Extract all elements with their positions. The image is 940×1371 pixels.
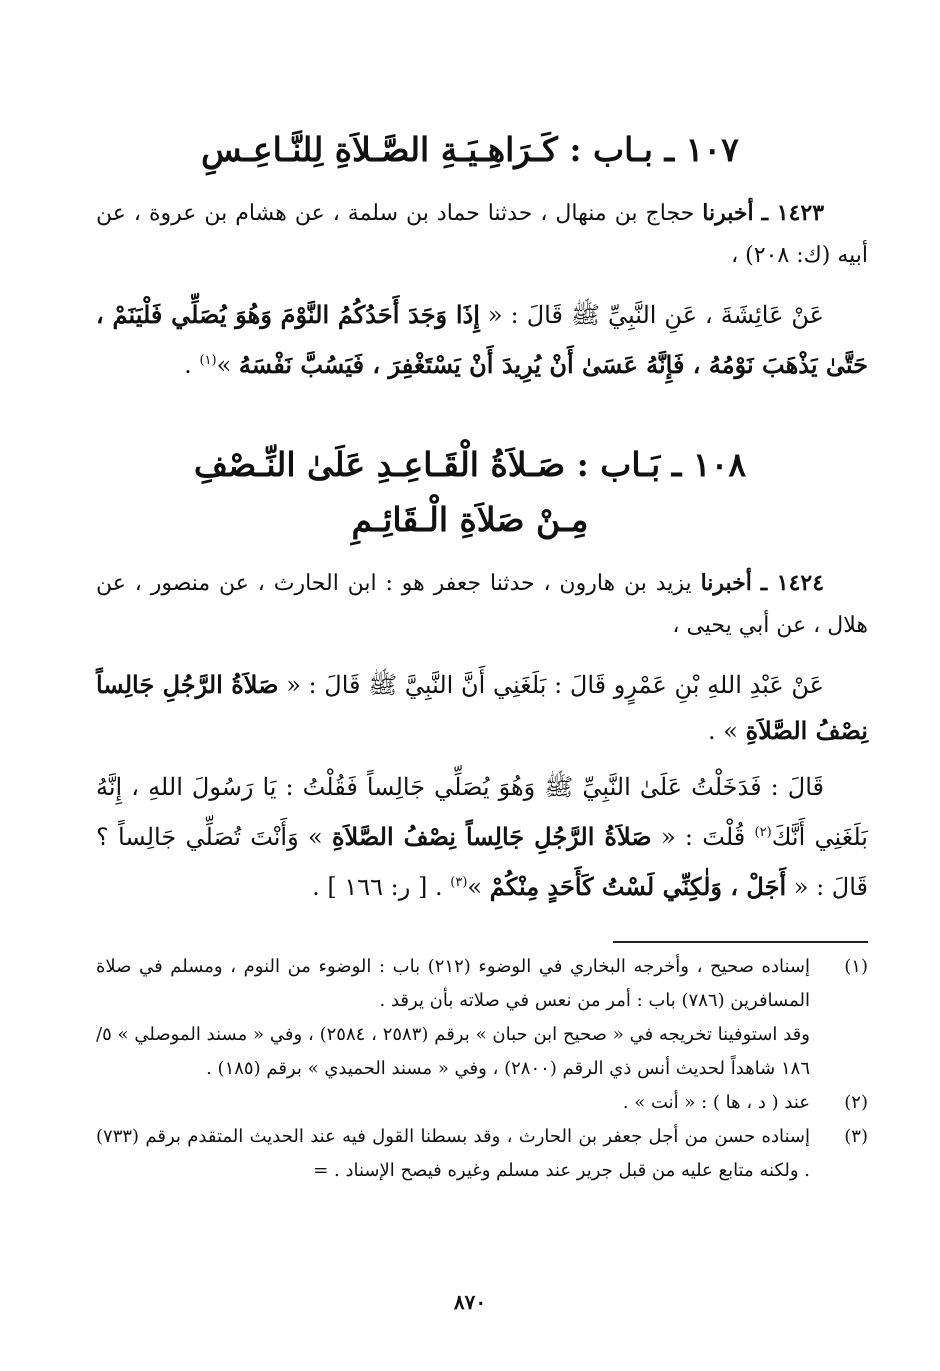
footnote-1 [96, 950, 868, 1086]
hadith-1424-matn-a [96, 662, 868, 754]
footnote-line: وقد استوفينا تخريجه في « صحيح ابن حبان » برقم (٢٥٨٣ ، ٢٥٨٤) ، وفي « مسند الموصلي » ٥/ ١٨٦ شاهداً لحديث أنس ذي الرقم (٢٨٠٠) ، وفي « مسند الحميدي » برقم (١٨٥) . [96, 1024, 810, 1079]
sentence-end: . [184, 351, 192, 379]
chapter-heading-108-line2: مِـنْ صَلاَةِ الْـقَائِـمِ [351, 500, 589, 539]
footnote-ref-3: (٣) [450, 875, 468, 890]
footnote-marker: (٢) [844, 1092, 868, 1113]
chapter-heading-108-line1: ١٠٨ ـ بَـاب : صَـلاَةُ الْقَـاعِـدِ عَلَىٰ النِّـصْفِ [193, 445, 747, 484]
page-number: ٨٧٠ [453, 1290, 487, 1314]
cross-reference: . [ ر: ١٦٦ ] . [312, 873, 443, 901]
footnote-line: عند ( د ، ها ) : « أنت » . [622, 1092, 810, 1113]
hadith-number: ١٤٢٣ ـ [761, 200, 825, 226]
footnote-body [96, 1086, 810, 1120]
matn-intro: عَنْ عَائِشَةَ ، عَنِ النَّبِيِّ ﷺ قَالَ : « [487, 301, 824, 329]
matn-bold-text: إِذَا وَجَدَ أَحَدُكُمُ النَّوْمَ وَهُوَ يُصَلِّي فَلْيَنَمْ ، حَتَّىٰ يَذْهَبَ نَوْمُهُ ، فَإِنَّهُ عَسَىٰ أَنْ يُرِيدَ أَنْ يَسْتَغْفِرَ ، فَيَسُبَّ نَفْسَهُ [96, 300, 868, 379]
footnote-line: إسناده حسن من أجل جعفر بن الحارث ، وقد بسطنا القول فيه عند الحديث المتقدم برقم (٧٣٣) . ولكنه متابع عليه من قبل جرير عند مسلم وغيره فيصح الإسناد . = [96, 1126, 810, 1181]
matn-bold-text: صَلاَةُ الرَّجُلِ جَالِساً نِصْفُ الصَّلاَةِ [96, 670, 868, 745]
footnote-marker: (٣) [844, 1126, 868, 1147]
isnad-text: يزيد بن هارون ، حدثنا جعفر هو : ابن الحارث ، عن منصور ، عن هلال ، عن أبي يحيى ، [96, 571, 868, 638]
matn-bold-text: أَجَلْ ، وَلٰكِنِّي لَسْتُ كَأَحَدٍ مِنْكُمْ [489, 872, 787, 901]
hadith-1423-matn [96, 292, 868, 388]
footnotes [96, 950, 868, 1188]
quote-close: » [467, 873, 483, 901]
hadith-1424-matn-b [96, 764, 868, 910]
footnote-separator [613, 941, 868, 943]
hadith-1423-isnad [96, 192, 868, 277]
footnote-ref-1: (١) [199, 353, 217, 368]
footnote-marker: (١) [844, 956, 868, 977]
quote-close: » [216, 351, 232, 379]
hadith-lead: أخبرنا [700, 570, 752, 596]
footnote-body [96, 1120, 810, 1188]
footnote-line: إسناده صحيح ، وأخرجه البخاري في الوضوء (٢١٢) باب : الوضوء من النوم ، ومسلم في صلاة المسافرين (٧٨٦) باب : أمر من نعس في صلاته بأن يرقد . [96, 956, 810, 1011]
matn-bold-text: صَلاَةُ الرَّجُلِ جَالِساً نِصْفُ الصَّلاَةِ [331, 822, 652, 851]
matn-text: قُلْتَ : « [660, 823, 746, 851]
matn-text: » وَأَنْتَ تُصَلِّي جَالِساً ؟ قَالَ : « [96, 823, 868, 901]
matn-text: قَالَ : فَدَخَلْتُ عَلَىٰ النَّبِيِّ ﷺ وَهُوَ يُصَلِّي جَالِساً فَقُلْتُ : يَا رَسُولَ اللهِ ، إِنَّهُ بَلَغَنِي أَنَّكَ [96, 773, 868, 851]
chapter-heading-107: ١٠٧ ـ بـاب : كَـرَاهِـيَـةِ الصَّـلاَةِ لِلنَّـاعِـسِ [201, 130, 739, 169]
quote-close: » . [708, 717, 738, 745]
hadith-number: ١٤٢٤ ـ [760, 570, 825, 596]
footnote-2 [96, 1086, 868, 1120]
footnote-ref-2: (٢) [754, 825, 772, 840]
matn-intro: عَنْ عَبْدِ اللهِ بْنِ عَمْرٍو قَالَ : بَلَغَنِي أَنَّ النَّبِيَّ ﷺ قَالَ : « [286, 671, 824, 699]
hadith-lead: أخبرنا [702, 200, 754, 226]
footnote-body [96, 950, 810, 1086]
footnote-3 [96, 1120, 868, 1188]
hadith-1424-isnad [96, 562, 868, 647]
isnad-text: حجاج بن منهال ، حدثنا حماد بن سلمة ، عن هشام بن عروة ، عن أبيه (ك: ٢٠٨) ، [96, 201, 868, 268]
